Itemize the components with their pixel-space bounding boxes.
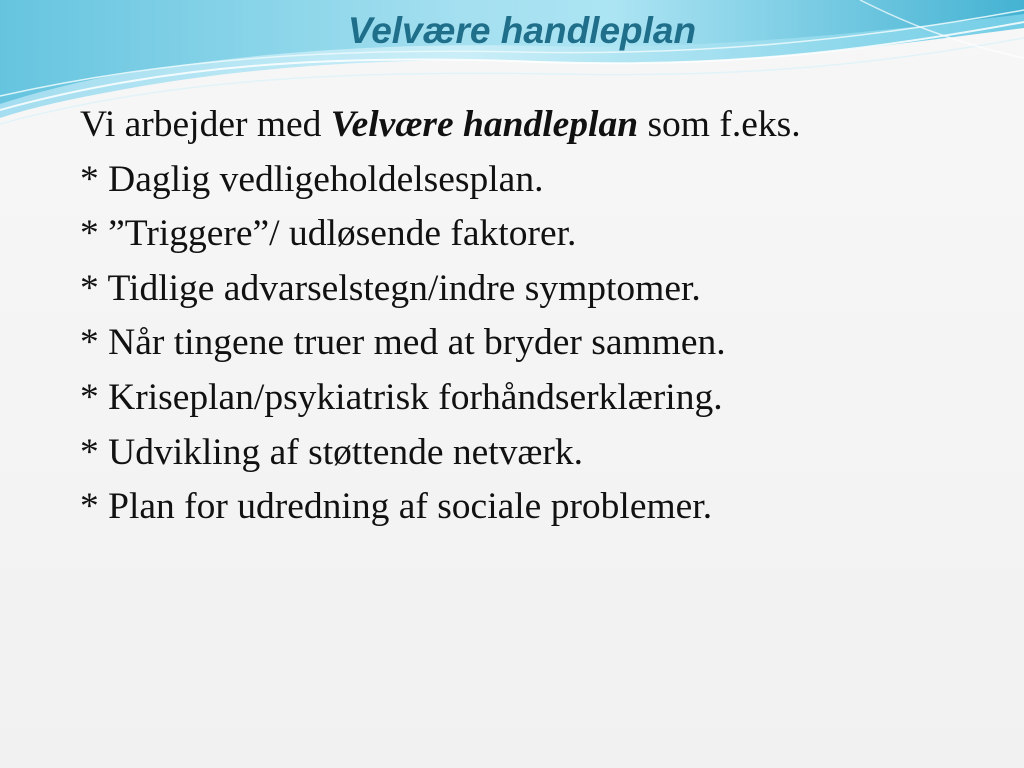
slide-title: Velvære handleplan xyxy=(347,10,697,51)
intro-line xyxy=(80,98,960,153)
bullet-item: * Plan for udredning af sociale problemer. xyxy=(80,486,713,528)
bullet-item: * Tidlige advarselstegn/indre symptomer. xyxy=(80,267,701,309)
bullet-item: * ”Triggere”/ udløsende faktorer. xyxy=(80,213,577,255)
intro-prefix: Vi arbejder med xyxy=(80,104,331,145)
intro-emphasis: Velvære handleplan xyxy=(330,104,639,145)
intro-suffix: som f.eks. xyxy=(638,104,801,145)
bullet-item: * Kriseplan/psykiatrisk forhåndserklæring. xyxy=(80,376,723,418)
bullet-item: * Udvikling af støttende netværk. xyxy=(80,431,584,473)
bullet-item: * Når tingene truer med at bryder sammen. xyxy=(80,322,726,364)
slide-body xyxy=(80,98,960,535)
bullet-item: * Daglig vedligeholdelsesplan. xyxy=(80,158,544,200)
